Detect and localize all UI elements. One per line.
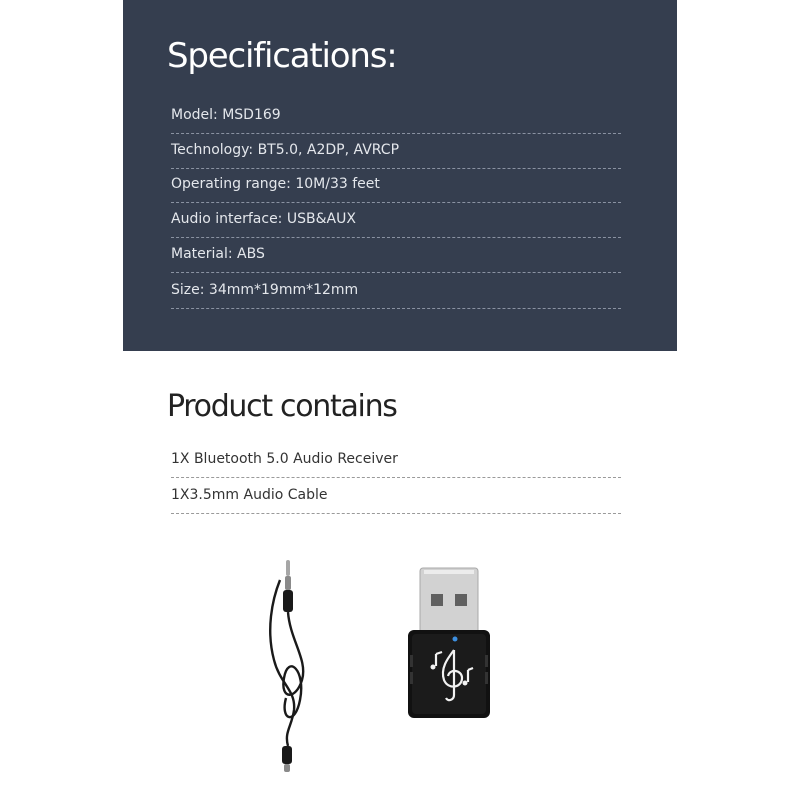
spec-value: BT5.0, A2DP, AVRCP [257,142,400,158]
spec-value: 34mm*19mm*12mm [208,282,359,298]
spec-row-operating-range [171,169,621,203]
spec-value: 10M/33 feet [295,176,380,192]
spec-row-material [171,239,621,273]
bluetooth-receiver-icon [408,568,490,718]
product-contains-item-receiver: 1X Bluetooth 5.0 Audio Receiver [171,444,621,478]
specifications-panel [123,0,677,351]
spec-value: ABS [237,246,265,262]
spec-label: Operating range: [171,176,291,192]
spec-label: Model: [171,107,218,123]
product-contains-item-cable: 1X3.5mm Audio Cable [171,480,621,514]
spec-label: Audio interface: [171,211,283,227]
spec-value: MSD169 [222,107,281,123]
indicator-light [453,637,458,642]
spec-value: USB&AUX [286,211,356,227]
spec-label: Size: [171,282,205,298]
product-contains-title: Product contains [167,389,397,424]
audio-cable-icon [270,560,303,772]
spec-row-technology [171,135,621,169]
spec-label: Technology: [171,142,254,158]
product-photo [250,550,530,780]
specifications-title: Specifications: [167,36,397,76]
spec-row-audio-interface [171,204,621,238]
spec-label: Material: [171,246,233,262]
spec-row-model [171,100,621,134]
spec-row-size [171,275,621,309]
